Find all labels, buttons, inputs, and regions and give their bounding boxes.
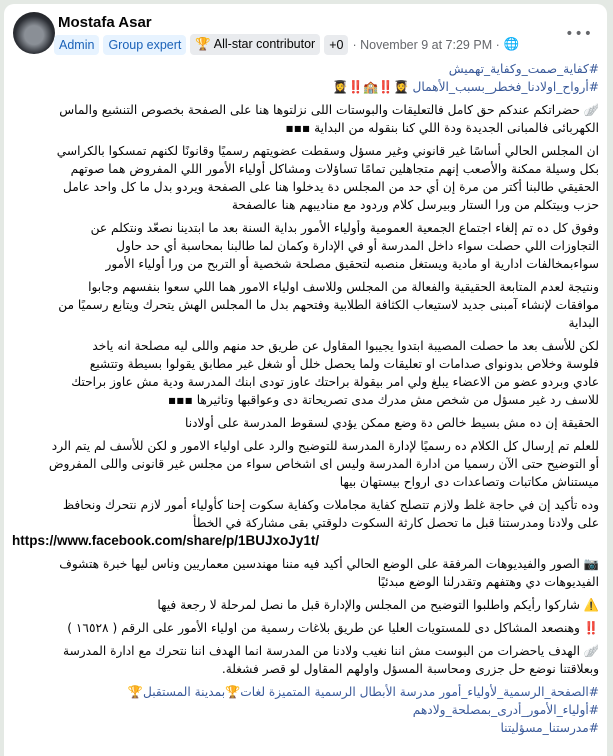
text-line: فلوسة وخلاص بدونواى صدامات او تعليقات ولما يحصل خلل أو شغل غير مطابق يقولوا بسيطة وتتشيع: [89, 357, 599, 371]
text-line: الفيديوهات دي وهتفهم وتقدرلنا الوضع مبدئيًا: [377, 575, 599, 589]
more-options-button[interactable]: •••: [565, 26, 593, 42]
hashtag-link[interactable]: #أولياء_الأمور_أدرى_بمصلحة_ولادهم: [412, 703, 599, 717]
post-paragraph: [12, 337, 599, 409]
post-card: [4, 4, 607, 756]
text-line: وفوق كل ده تم إلغاء اجتماع الجمعية العمومية وأولياء الأمور بداية السنة بعد ما ابتدينا نصعّد ونتكلم عن: [90, 221, 599, 235]
text-line: ونتيجة لعدم المتابعة الحقيقية والفعالة من المجلس وللاسف اولياء الامور هما اللي سعوا بنفسهم وجابوا: [88, 280, 599, 294]
badge-plus-count[interactable]: +0: [324, 35, 348, 55]
post-paragraph: [12, 555, 599, 591]
hashtags-top: [12, 60, 599, 96]
text-line: ‼️ وهنصعد المشاكل دى للمستويات العليا عن طريق بلاغات رسمية من اولياء الأمور على الرقم ( ١٦٥٢٨ ): [67, 621, 599, 635]
text-line: على ولادنا ومدرستنا قبل ما تحصل كارثة السكوت دلوقتي بقى مشاركة في الخطأ: [193, 516, 599, 530]
text-line: وده تأكيد إن في حاجة غلط ولازم تتصلح كفاية مجاملات وكفاية سكوت إحنا كأولياء أمور لازم نتحرك ونحافظ: [62, 498, 599, 512]
post-paragraph: [12, 642, 599, 678]
text-line: سواءبمخالفات ادارية او مادية ويستغل منصبه لتحقيق مصلحة شخصية أو التربح من ورا أولياء الأمور: [105, 257, 599, 271]
hashtags-bottom: [12, 683, 599, 737]
text-line: الكهربائى فالمبانى الجديدة ودة اللي كنا بنقوله من البداية ▪▪▪: [285, 121, 599, 135]
text-line: الحقيقي طالبنا أكتر من مرة إن أي حد من المجلس دة يدخلوا هنا على الصفحة ويردو بدل ما كل واحد عامل: [63, 180, 599, 194]
post-meta: [54, 34, 519, 55]
share-link[interactable]: https://www.facebook.com/share/p/1BUJxoJy1t/: [12, 533, 320, 548]
text-line: وبعلاقتنا نوضع حل جزرى ومحاسبة المسؤل واولهم المقاول لو قصر فشغلة.: [221, 662, 599, 676]
text-line: للعلم تم إرسال كل الكلام ده رسميًا لإدارة المدرسة للتوضيح والرد على اولياء الامور و لكن للأسف لم يتم الرد: [51, 439, 599, 453]
post-paragraph: [12, 496, 599, 550]
text-line: حزب وبيتكلم من ورا الستار وبيرسل كلام وردود مع مناديبهم هنا عالصفحة: [231, 198, 599, 212]
hashtag-link[interactable]: #كفاية_صمت_وكفاية_تهميش: [448, 62, 599, 76]
text-line: 🪽 حضراتكم عندكم حق كامل فالتعليقات والبوستات اللى نزلتوها هنا على الصفحة بخصوص التنشيع والماس: [59, 103, 599, 117]
hashtag-link[interactable]: #مدرستنا_مسؤليتنا: [500, 721, 599, 735]
text-line: ان المجلس الحالي أساسًا غير قانوني وغير مسؤل وسقطت عضويتهم رسميًا وقانونًا لكنهم تمسكوا بالكراسي: [56, 144, 599, 158]
post-paragraph: [12, 414, 599, 432]
author-avatar[interactable]: [13, 12, 55, 54]
trophy-icon: 🏆: [195, 37, 214, 51]
text-line: موافقات لإنشاء آمبنى جديد لاستيعاب الكثافة الطلابية وفتحهم بدل ما المجلس الهش يتحرك ويتابع رسميًا من: [58, 298, 599, 312]
text-line: 🪽 الهدف ياحضرات من البوست مش اننا نغيب ولادنا من المدرسة انما الهدف اننا نتحرك مع ادارة المدرسة: [63, 644, 599, 658]
globe-icon: 🌐: [503, 37, 520, 51]
text-line: البداية: [568, 316, 599, 330]
text-line: التجاوزات اللي حصلت سواء داخل المدرسة أو في الإدارة وكمان لما طالبنا بمحاسبة أي حد حاول: [116, 239, 599, 253]
post-paragraph: [12, 101, 599, 137]
badge-all-star[interactable]: [190, 34, 320, 55]
hashtag-link[interactable]: #الصفحة_الرسمية_لأولياء_أمور مدرسة الأبطال الرسمية المتميزة لغات🏆بمدينة المستقبل🏆: [127, 685, 599, 699]
post-timestamp[interactable]: · November 9 at 7:29 PM ·: [352, 37, 500, 52]
badge-admin[interactable]: Admin: [54, 35, 99, 55]
badge-group-expert[interactable]: Group expert: [103, 35, 186, 55]
post-paragraph: [12, 219, 599, 273]
text-line: لكن للأسف بعد ما حصلت المصيبة ابتدوا يجيبوا المقاول عن طريق حد منهم واللى ليه مصلحة انه ياخد: [92, 339, 599, 353]
text-line: للاسف رد غير مسؤل من شخص مش مدرك مدى تصريحاتة دى وعواقبها وتاثيرها ▪▪▪: [168, 393, 599, 407]
hashtag-link[interactable]: #أرواح_اولادنا_فخطر_بسبب_الأهمال 👩‍🎓‼️🏫‼️👩‍🎓: [332, 80, 599, 94]
text-line: ⚠️ شاركوا رأيكم واطلبوا التوضيح من المجلس والإدارة قبل ما نصل لمرحلة لا رجعة فيها: [157, 598, 599, 612]
text-line: بكل وسيلة ممكنة والأصعب إنهم متجاهلين تمامًا تساؤلات ومشاكل أولياء الأمور اللي المفروض هما صوتهم: [70, 162, 599, 176]
post-paragraph: [12, 596, 599, 614]
text-line: ميستناش مكاتبات وتصاعدات دى ارواح بيستهان بيها: [339, 475, 599, 489]
text-line: 📷 الصور والفيديوهات المرفقة على الوضع الحالي أكيد فيه مننا مهندسين معماريين وناس ليها خبرة هتشوف: [59, 557, 599, 571]
post-body: [4, 4, 607, 737]
author-name[interactable]: Mostafa Asar: [58, 14, 152, 31]
text-line: أو التوضيح حتى الآن رسميا من ادارة المدرسة وليس اى اشخاص سواء من مجلس غير قانونى واللى المفروض: [48, 457, 599, 471]
post-paragraph: [12, 278, 599, 332]
text-line: عادي وبردو عضو من الاعضاء يبلغ ولي امر بيقولة براحتك عاوز تودى ابنك المدرسة ودية مش عاوز براحتك: [71, 375, 599, 389]
post-paragraph: [12, 437, 599, 491]
post-paragraph: [12, 142, 599, 214]
text-line: الحقيقة إن ده مش بسيط خالص دة وضع ممكن يؤدي لسقوط المدرسة على أولادنا: [185, 416, 599, 430]
badge-all-star-label: All-star contributor: [213, 37, 316, 51]
post-paragraph: [12, 619, 599, 637]
